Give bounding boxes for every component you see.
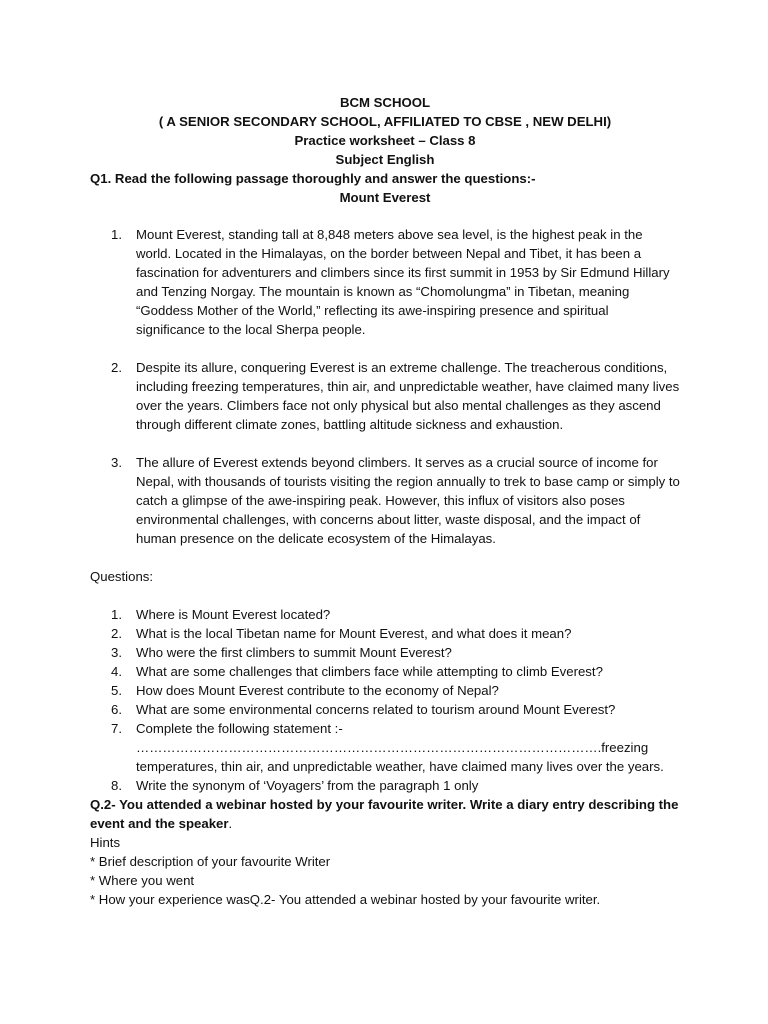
question-item <box>90 719 680 776</box>
hint-item: * Where you went <box>90 873 195 888</box>
paragraph-text: The allure of Everest extends beyond climbers. It serves as a crucial source of income for Nepal, with thousands of tourists visiting the region annually to trek to base camp or simply to catch a glimpse of the awe-inspiring peak. However, this influx of visitors also poses environmental challenges, with concerns about litter, waste disposal, and the impact of human presence on the delicate ecosystem of the Himalayas. <box>136 455 680 546</box>
paragraph-number: 1. <box>111 227 122 242</box>
paragraph-number: 2. <box>111 360 122 375</box>
question-item <box>90 662 680 681</box>
question-list <box>90 605 680 795</box>
question-item <box>90 643 680 662</box>
school-name: BCM SCHOOL <box>339 95 431 110</box>
question-number: 4. <box>111 664 122 679</box>
q1-prompt: Q1. Read the following passage thoroughly and answer the questions:- <box>90 171 536 186</box>
question-number: 7. <box>111 721 122 736</box>
question-text: Where is Mount Everest located? <box>136 607 331 622</box>
question-item <box>90 624 680 643</box>
hint-item: * Brief description of your favourite Writer <box>90 854 331 869</box>
question-item <box>90 700 680 719</box>
passage-title: Mount Everest <box>339 190 431 205</box>
subject-title: Subject English <box>335 152 435 167</box>
worksheet-page <box>90 93 680 909</box>
passage-paragraph <box>90 358 680 434</box>
fill-in-blank: ……………………………………………………………………………………………. <box>136 740 602 755</box>
paragraph-text: Despite its allure, conquering Everest is an extreme challenge. The treacherous conditions, including freezing temperatures, thin air, and unpredictable weather, have claimed many lives over the years. Climbers face not only physical but also mental challenges as they ascend through different climate zones, battling altitude sickness and exhaustion. <box>136 360 680 432</box>
q2-prompt-text: Q.2- You attended a webinar hosted by your favourite writer. Write a diary entry describing the event and the speaker <box>90 797 679 831</box>
school-affiliation: ( A SENIOR SECONDARY SCHOOL, AFFILIATED TO CBSE , NEW DELHI) <box>158 114 612 129</box>
question-text: What are some environmental concerns related to tourism around Mount Everest? <box>136 702 616 717</box>
paragraph-text: Mount Everest, standing tall at 8,848 meters above sea level, is the highest peak in the world. Located in the Himalayas, on the border between Nepal and Tibet, it has been a fascination for adventurers and climbers since its first summit in 1953 by Sir Edmund Hillary and Tenzing Norgay. The mountain is known as “Chomolungma” in Tibetan, meaning “Goddess Mother of the World,” reflecting its awe-inspiring presence and spiritual significance to the local Sherpa people. <box>136 227 670 337</box>
passage-paragraph <box>90 225 680 339</box>
question-text: Complete the following statement :- <box>136 721 343 736</box>
hints-label: Hints <box>90 835 121 850</box>
question-text: How does Mount Everest contribute to the economy of Nepal? <box>136 683 499 698</box>
question-item <box>90 605 680 624</box>
worksheet-title: Practice worksheet – Class 8 <box>294 133 476 148</box>
question-number: 5. <box>111 683 122 698</box>
passage-paragraphs <box>90 225 680 548</box>
question-text: What are some challenges that climbers face while attempting to climb Everest? <box>136 664 603 679</box>
questions-label: Questions: <box>90 569 154 584</box>
question-text: Who were the first climbers to summit Mount Everest? <box>136 645 452 660</box>
question-number: 2. <box>111 626 122 641</box>
paragraph-number: 3. <box>111 455 122 470</box>
hint-item: * How your experience wasQ.2- You attended a webinar hosted by your favourite writer. <box>90 892 601 907</box>
q2-prompt-end: . <box>228 816 233 831</box>
question-item <box>90 681 680 700</box>
statement-continuation: freezing temperatures, thin air, and unpredictable weather, have claimed many lives over the years. <box>136 740 664 774</box>
hints-section <box>90 833 680 909</box>
q2-prompt <box>90 795 680 833</box>
question-number: 1. <box>111 607 122 622</box>
question-number: 8. <box>111 778 122 793</box>
question-item <box>90 776 680 795</box>
question-text: What is the local Tibetan name for Mount Everest, and what does it mean? <box>136 626 572 641</box>
passage-paragraph <box>90 453 680 548</box>
question-text: Write the synonym of ‘Voyagers’ from the paragraph 1 only <box>136 778 479 793</box>
question-number: 6. <box>111 702 122 717</box>
question-number: 3. <box>111 645 122 660</box>
